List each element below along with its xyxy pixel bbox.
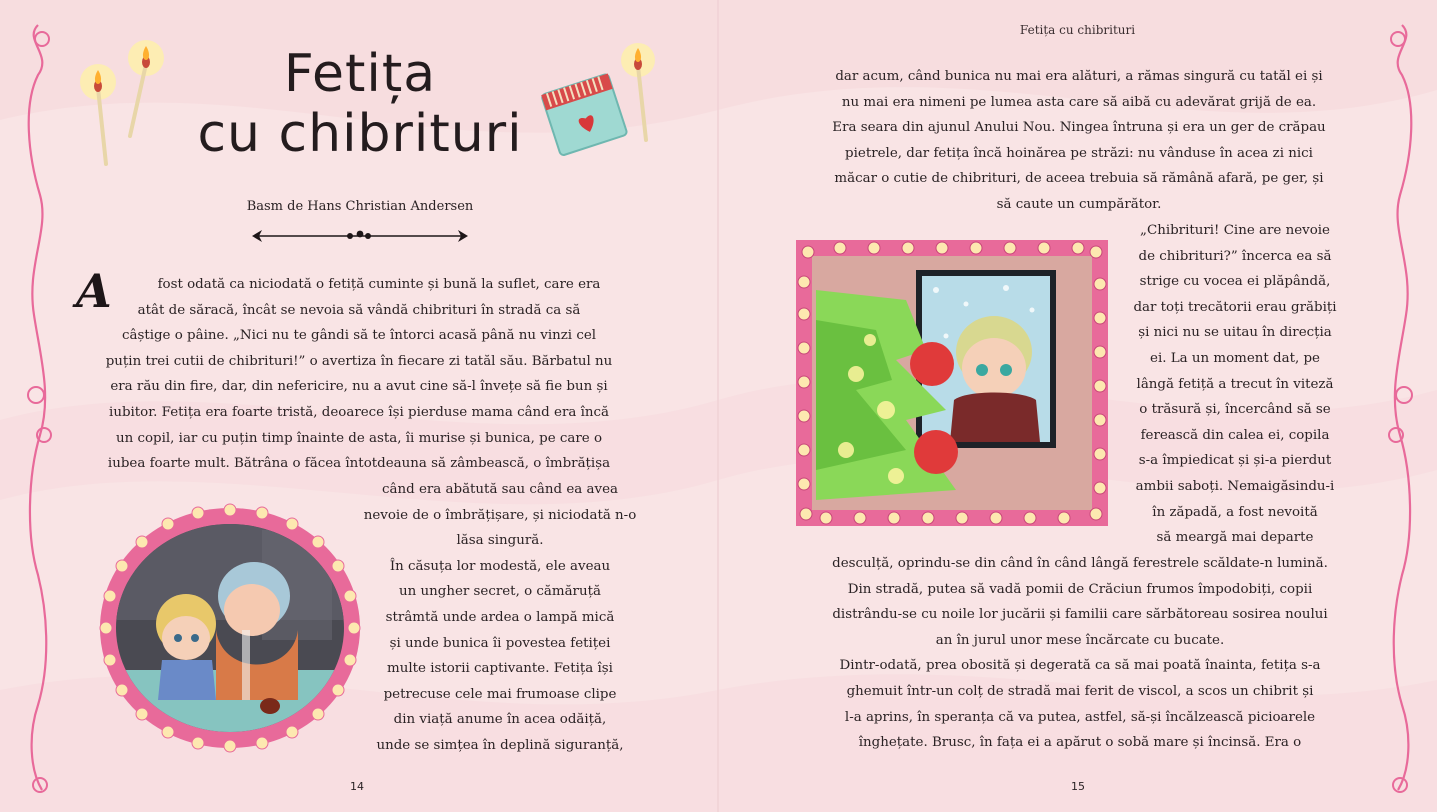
text-line: strâmtă unde ardea o lampă mică — [385, 609, 615, 625]
text-line: lângă fetiță a trecut în viteză — [1136, 376, 1334, 392]
running-header: Fetița cu chibrituri — [1019, 23, 1136, 37]
text-line: Din stradă, putea să vadă pomii de Crăciun frumos împodobiți, copii — [847, 581, 1313, 597]
arrow-ornament-icon — [250, 226, 470, 246]
right-paragraph-side — [1118, 218, 1352, 551]
left-paragraph-1 — [76, 272, 642, 477]
text-line: iubea foarte mult. Bătrâna o făcea întotdeauna să zâmbească, o îmbrățișa — [107, 456, 611, 472]
window-christmas-tree-illustration — [796, 240, 1108, 526]
text-line: multe istorii captivante. Fetița își — [387, 661, 613, 677]
right-paragraph-top — [790, 64, 1368, 218]
text-line: distrându-se cu noile lor jucării și familii care sărbătoreau sosirea noului — [832, 607, 1328, 623]
text-line: să meargă mai departe — [1156, 530, 1314, 546]
right-paragraph-bottom — [780, 551, 1380, 756]
text-line: o trăsură și, încercând să se — [1139, 402, 1331, 418]
text-line: și nici nu se uitau în direcția — [1138, 325, 1332, 341]
text-line: puțin trei cutii de chibrituri!” o avertiza în fiecare zi tatăl său. Bărbatul nu — [105, 353, 613, 369]
text-line: fost odată ca niciodată o fetiță cuminte și bună la suflet, care era — [157, 277, 601, 292]
title-line-2: cu chibrituri — [197, 104, 523, 164]
text-line: ferească din calea ei, copila — [1140, 427, 1330, 443]
story-title — [170, 44, 550, 164]
text-line: s-a împiedicat și și-a pierdut — [1138, 453, 1332, 469]
text-line: un ungher secret, o cămăruță — [399, 584, 601, 600]
text-line: ghemuit într-un colț de stradă mai ferit de viscol, a scos un chibrit și — [846, 683, 1314, 699]
text-line: măcar o cutie de chibrituri, de aceea trebuia să rămână afară, pe ger, și — [834, 171, 1324, 187]
text-line: iubitor. Fetița era foarte tristă, deoarece își pierduse mama când era încă — [109, 404, 609, 420]
story-subtitle: Basm de Hans Christian Andersen — [246, 199, 474, 214]
text-line: un copil, iar cu puțin timp înainte de asta, îi murise și bunica, pe care o — [115, 430, 603, 446]
drop-cap: A — [76, 264, 112, 318]
text-line: să caute un cumpărător. — [996, 196, 1162, 212]
text-line: an în jurul unor mese încărcate cu bucate. — [935, 632, 1225, 648]
text-line: ei. La un moment dat, pe — [1150, 350, 1320, 366]
text-line: unde se simțea în deplină siguranță, — [376, 737, 624, 753]
left-paragraph-2 — [300, 477, 700, 759]
text-line: nu mai era nimeni pe lumea asta care să aibă cu adevărat grijă de ea. — [841, 94, 1317, 110]
text-line: câștige o pâine. „Nici nu te gândi să te întorci acasă până nu vinzi cel — [121, 328, 597, 344]
text-line: lăsa singură. — [456, 533, 544, 549]
title-line-1: Fetița — [283, 44, 437, 104]
text-line: Dintr-odată, prea obosită și degerată ca să mai poată înainta, fetița s-a — [839, 658, 1321, 674]
text-line: de chibrituri?” încerca ea să — [1138, 248, 1332, 264]
text-line: l-a aprins, în speranța că va putea, astfel, să-și încălzească picioarele — [844, 709, 1316, 725]
page-number-right: 15 — [1071, 780, 1085, 793]
text-line: petrecuse cele mai frumoase clipe — [383, 686, 617, 702]
text-line: „Chibrituri! Cine are nevoie — [1140, 223, 1330, 238]
page-number-left: 14 — [350, 780, 364, 793]
text-line: strige cu vocea ei plăpândă, — [1139, 274, 1331, 290]
text-line: atât de săracă, încât se nevoia să vândă chibrituri în stradă ca să — [137, 302, 581, 318]
text-line: înghețate. Brusc, în fața ei a apărut o sobă mare și încinsă. Era o — [858, 735, 1302, 751]
text-line: Era seara din ajunul Anului Nou. Ningea întruna și era un ger de crăpau — [832, 120, 1326, 136]
text-line: ambii saboți. Nemaigăsindu-i — [1135, 478, 1335, 494]
lit-match-icon — [618, 40, 662, 144]
text-line: În căsuța lor modestă, ele aveau — [389, 558, 611, 574]
text-line: era rău din fire, dar, din nefericire, nu a avut cine să-l învețe să fie bun și — [110, 379, 608, 395]
lit-match-icon — [72, 36, 172, 168]
text-line: în zăpadă, a fost nevoită — [1152, 504, 1318, 520]
text-line: nevoie de o îmbrățișare, și niciodată n-o — [363, 507, 637, 523]
text-line: dar toți trecătorii erau grăbiți — [1133, 299, 1337, 315]
text-line: desculță, oprindu-se din când în când lângă ferestrele scăldate-n lumină. — [832, 556, 1328, 571]
text-line: și unde bunica îi povestea fetiței — [389, 635, 611, 651]
text-line: când era abătută sau când ea avea — [382, 482, 618, 497]
text-line: din viață anume în acea odăiță, — [393, 712, 607, 728]
text-line: pietrele, dar fetița încă hoinărea pe străzi: nu vânduse în acea zi nici — [845, 145, 1313, 161]
text-line: dar acum, când bunica nu mai era alături, a rămas singură cu tatăl ei și — [835, 69, 1323, 84]
